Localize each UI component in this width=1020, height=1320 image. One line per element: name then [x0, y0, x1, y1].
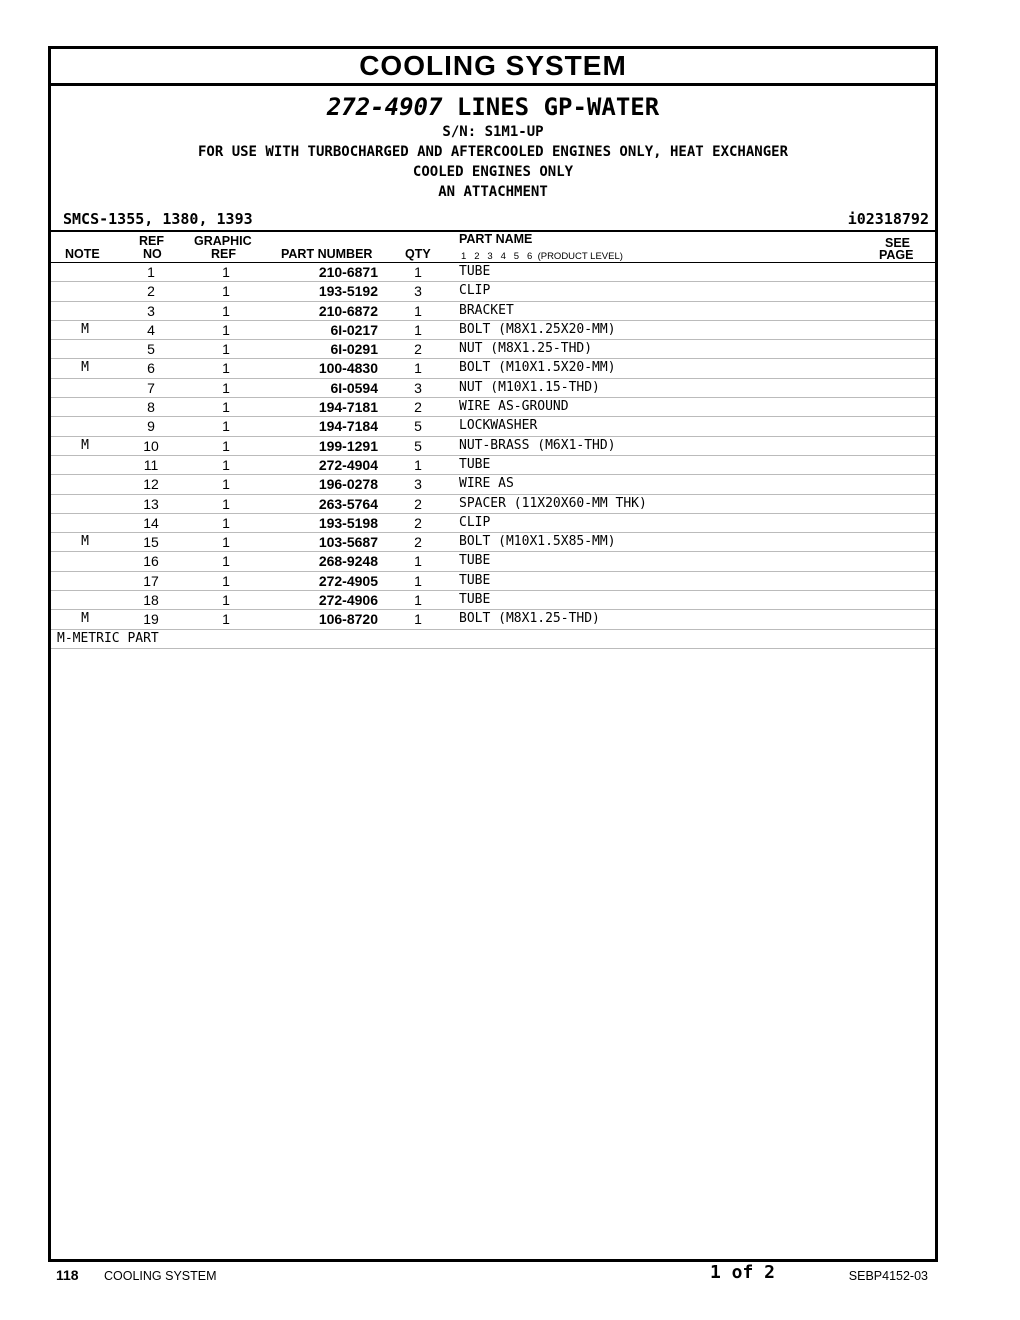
ref-no-cell: 16	[143, 553, 159, 570]
section-banner: COOLING SYSTEM	[51, 49, 935, 86]
table-row	[51, 456, 935, 475]
qty-cell: 2	[414, 514, 422, 531]
graphic-ref-cell: 1	[222, 514, 230, 531]
table-row	[51, 398, 935, 417]
part-number-cell: 6I-0594	[330, 379, 378, 396]
graphic-ref-cell: 1	[222, 456, 230, 473]
document-id: SEBP4152-03	[848, 1269, 928, 1283]
part-name-cell: WIRE AS	[459, 476, 514, 492]
footer-section: COOLING SYSTEM	[104, 1269, 217, 1283]
part-name-cell: NUT-BRASS (M6X1-THD)	[459, 437, 616, 453]
table-row	[51, 417, 935, 436]
col-graphic-2: REF	[211, 247, 236, 261]
part-number-cell: 196-0278	[318, 476, 378, 493]
col-ref-1: REF	[139, 234, 164, 248]
graphic-ref-cell: 1	[222, 302, 230, 319]
usage-line-1: FOR USE WITH TURBOCHARGED AND AFTERCOOLED ENGINES ONLY, HEAT EXCHANGER	[197, 144, 788, 160]
col-ref-2: NO	[143, 247, 162, 261]
qty-cell: 1	[414, 264, 422, 280]
ref-no-cell: 7	[147, 379, 155, 396]
table-row	[51, 302, 935, 321]
group-name: LINES GP-WATER	[456, 93, 660, 121]
graphic-ref-cell: 1	[222, 476, 230, 493]
part-name-cell: TUBE	[459, 264, 491, 279]
page-number: 118	[56, 1267, 79, 1283]
note-cell: M	[81, 321, 89, 337]
note-cell: M	[81, 611, 89, 627]
qty-cell: 2	[414, 495, 422, 512]
part-number-cell: 103-5687	[318, 534, 378, 551]
col-qty: QTY	[405, 247, 431, 261]
note-cell: M	[81, 437, 89, 453]
ref-no-cell: 17	[143, 572, 159, 589]
usage-line-2: COOLED ENGINES ONLY	[412, 164, 574, 180]
part-name-cell: BOLT (M8X1.25X20-MM)	[459, 321, 616, 337]
graphic-ref-cell: 1	[222, 437, 230, 454]
qty-cell: 1	[414, 592, 422, 609]
illustration-id: i02318792	[847, 210, 929, 228]
table-row	[51, 437, 935, 456]
graphic-ref-cell: 1	[222, 360, 230, 377]
ref-no-cell: 19	[143, 611, 159, 628]
part-name-cell: TUBE	[459, 572, 491, 588]
part-number-cell: 210-6871	[318, 264, 378, 280]
qty-cell: 3	[414, 476, 422, 493]
part-name-cell: CLIP	[459, 514, 491, 530]
table-row	[51, 263, 935, 282]
table-row	[51, 340, 935, 359]
part-name-cell: TUBE	[459, 553, 491, 569]
page-title	[51, 92, 935, 122]
qty-cell: 1	[414, 302, 422, 319]
graphic-ref-cell: 1	[222, 399, 230, 416]
qty-cell: 1	[414, 456, 422, 473]
graphic-ref-cell: 1	[222, 534, 230, 551]
part-name-cell: BOLT (M8X1.25-THD)	[459, 611, 600, 627]
table-row	[51, 610, 935, 629]
ref-no-cell: 8	[147, 399, 155, 416]
qty-cell: 1	[414, 553, 422, 570]
qty-cell: 5	[414, 437, 422, 454]
graphic-ref-cell: 1	[222, 321, 230, 338]
ref-no-cell: 6	[147, 360, 155, 377]
part-number-cell: 6I-0291	[330, 341, 378, 358]
part-number-cell: 106-8720	[318, 611, 378, 628]
note-cell: M	[81, 534, 89, 550]
col-part-number: PART NUMBER	[281, 247, 373, 261]
page-of: 1 of 2	[710, 1262, 776, 1283]
table-row	[51, 552, 935, 571]
table-row	[51, 475, 935, 494]
table-row	[51, 282, 935, 301]
col-part-name: PART NAME	[459, 232, 533, 246]
part-number-cell: 6I-0217	[330, 321, 378, 338]
part-name-cell: SPACER (11X20X60-MM THK)	[459, 495, 647, 511]
qty-cell: 1	[414, 360, 422, 377]
qty-cell: 1	[414, 611, 422, 628]
col-see-1: SEE	[885, 236, 911, 250]
part-name-cell: TUBE	[459, 456, 491, 472]
graphic-ref-cell: 1	[222, 379, 230, 396]
ref-no-cell: 10	[143, 437, 159, 454]
part-name-cell: WIRE AS-GROUND	[459, 399, 569, 415]
part-number-cell: 199-1291	[318, 437, 378, 454]
table-row	[51, 359, 935, 378]
qty-cell: 1	[414, 321, 422, 338]
parts-table	[51, 263, 935, 630]
ref-no-cell: 11	[143, 456, 159, 473]
part-name-cell: BOLT (M10X1.5X20-MM)	[459, 360, 616, 376]
smcs-bar	[51, 208, 935, 232]
page-footer	[0, 1262, 1020, 1286]
part-name-cell: BRACKET	[459, 302, 514, 318]
graphic-ref-cell: 1	[222, 495, 230, 512]
ref-no-cell: 18	[143, 592, 159, 609]
part-name-cell: CLIP	[459, 283, 491, 299]
table-row	[51, 533, 935, 552]
part-name-cell: NUT (M10X1.15-THD)	[459, 379, 600, 395]
ref-no-cell: 13	[143, 495, 159, 512]
qty-cell: 5	[414, 418, 422, 435]
col-graphic-1: GRAPHIC	[194, 234, 252, 248]
graphic-ref-cell: 1	[222, 572, 230, 589]
part-number-cell: 194-7184	[318, 418, 378, 435]
col-product-level: 1 2 3 4 5 6 (PRODUCT LEVEL)	[461, 251, 623, 262]
col-note: NOTE	[65, 247, 100, 261]
part-name-cell: TUBE	[459, 592, 491, 608]
part-name-cell: BOLT (M10X1.5X85-MM)	[459, 534, 616, 550]
qty-cell: 1	[414, 572, 422, 589]
ref-no-cell: 4	[147, 321, 155, 338]
graphic-ref-cell: 1	[222, 341, 230, 358]
serial-line: S/N: S1M1-UP	[442, 124, 544, 140]
table-row	[51, 495, 935, 514]
part-name-cell: NUT (M8X1.25-THD)	[459, 341, 593, 357]
page-frame	[48, 46, 938, 1262]
ref-no-cell: 5	[147, 341, 155, 358]
ref-no-cell: 12	[143, 476, 159, 493]
ref-no-cell: 14	[143, 514, 159, 531]
col-see-2: PAGE	[879, 248, 914, 262]
ref-no-cell: 3	[147, 302, 155, 319]
part-number-cell: 272-4904	[318, 456, 378, 473]
ref-no-cell: 9	[147, 418, 155, 435]
table-row	[51, 591, 935, 610]
ref-no-cell: 2	[147, 283, 155, 300]
part-number-cell: 210-6872	[318, 302, 378, 319]
ref-no-cell: 15	[143, 534, 159, 551]
graphic-ref-cell: 1	[222, 611, 230, 628]
part-number-cell: 193-5192	[318, 283, 378, 300]
table-row	[51, 572, 935, 591]
part-number-cell: 268-9248	[318, 553, 378, 570]
part-number-cell: 272-4905	[318, 572, 378, 589]
graphic-ref-cell: 1	[222, 264, 230, 280]
qty-cell: 3	[414, 379, 422, 396]
qty-cell: 3	[414, 283, 422, 300]
part-number-cell: 263-5764	[318, 495, 378, 512]
table-row	[51, 379, 935, 398]
part-number-cell: 100-4830	[318, 360, 378, 377]
qty-cell: 2	[414, 341, 422, 358]
table-header	[51, 232, 935, 263]
part-number-cell: 272-4906	[318, 592, 378, 609]
qty-cell: 2	[414, 399, 422, 416]
smcs-codes: SMCS-1355, 1380, 1393	[63, 210, 253, 228]
graphic-ref-cell: 1	[222, 418, 230, 435]
part-number-cell: 193-5198	[318, 514, 378, 531]
part-number-cell: 194-7181	[318, 399, 378, 416]
table-row	[51, 514, 935, 533]
qty-cell: 2	[414, 534, 422, 551]
graphic-ref-cell: 1	[222, 592, 230, 609]
graphic-ref-cell: 1	[222, 283, 230, 300]
table-row	[51, 321, 935, 340]
footnote: M-METRIC PART	[51, 630, 935, 649]
graphic-ref-cell: 1	[222, 553, 230, 570]
part-name-cell: LOCKWASHER	[459, 418, 538, 434]
attachment-line: AN ATTACHMENT	[438, 184, 548, 200]
note-cell: M	[81, 360, 89, 376]
group-number: 272-4907	[326, 93, 443, 121]
ref-no-cell: 1	[147, 264, 155, 280]
